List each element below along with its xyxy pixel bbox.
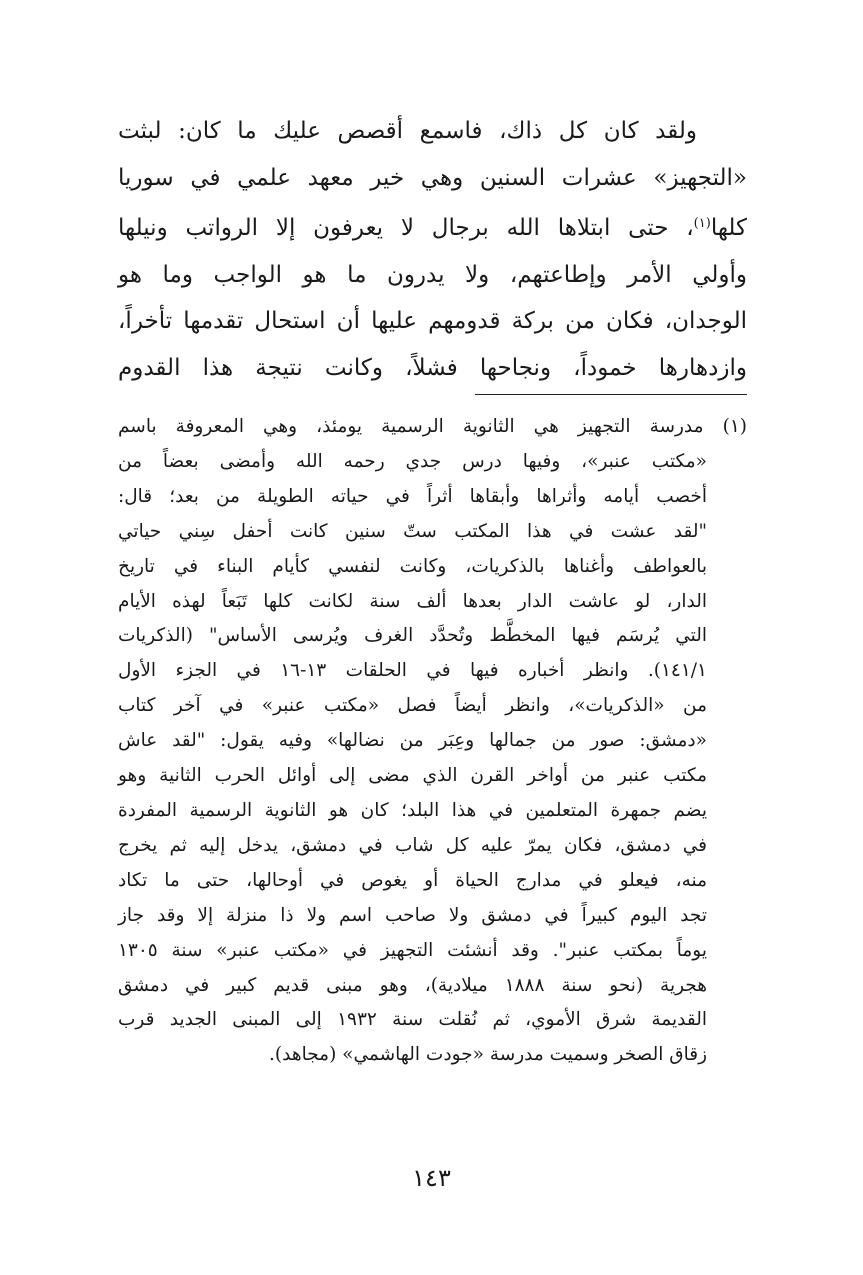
main-line: ولقد كان كل ذاك، فاسمع أقصص عليك ما كان: لبثت (118, 118, 697, 144)
footnote-line: تجد اليوم كبيراً في دمشق ولا صاحب اسم ولا ذا منزلة إلا وقد جاز (118, 904, 707, 926)
main-line: الوجدان، فكان من بركة قدومهم عليها أن استحال تقدمها تأخراً، (118, 308, 747, 334)
footnote-line: الدار، لو عاشت الدار بعدها ألف سنة لكانت كلها تَبَعاً لهذه الأيام (118, 590, 707, 612)
main-line: وازدهارها خموداً، ونجاحها فشلاً، وكانت نتيجة هذا القدوم (118, 354, 747, 381)
main-line: «التجهيز» عشرات السنين وهي خير معهد علمي في سوريا (118, 164, 747, 191)
footnote-line: التي يُرسَم فيها المخطَّط وتُحدَّد الغرف ويُرسى الأساس" (الذكريات (118, 625, 707, 647)
footnote-line: أخصب أيامه وأثراها وأبقاها أثراً في حياته الطويلة من بعد؛ قال: (118, 485, 707, 507)
footnote-divider (475, 394, 747, 395)
footnote-line: منه، فيعلو في مدارج الحياة أو يغوص في أوحالها، حتى ما تكاد (118, 869, 707, 891)
footnote-line: بالعواطف وأغناها بالذكريات، وكانت لنفسي كأيام البناء في تاريخ (118, 555, 707, 577)
main-line-start: كلها (710, 215, 747, 241)
footnote-line: في دمشق، فكان يمرّ عليه كل شاب في دمشق، يدخل إليه ثم يخرج (118, 834, 707, 856)
footnote-line (118, 410, 747, 445)
main-paragraph (118, 108, 747, 391)
main-line-rest: ، حتى ابتلاها الله برجال لا يعرفون إلا الرواتب ونيلها (118, 215, 694, 241)
footnote-line: يضم جمهرة المتعلمين في هذا البلد؛ كان هو الثانوية الرسمية المفردة (118, 799, 707, 821)
footnote-line: زقاق الصخر وسميت مدرسة «جودت الهاشمي» (مجاهد). (269, 1044, 707, 1066)
main-line (118, 201, 747, 252)
footnote-line: «دمشق: صور من جمالها وعِبَر من نضالها» وفيه يقول: "لقد عاش (118, 730, 707, 752)
footnote-line: "لقد عشت في هذا المكتب ستّ سنين كانت أحفل سِني حياتي (118, 520, 707, 542)
footnote-line: هجرية (نحو سنة ١٨٨٨ ميلادية)، وهو مبنى قديم كبير في دمشق (118, 974, 708, 996)
main-line: وأولي الأمر وإطاعتهم، ولا يدرون ما هو الواجب وما هو (118, 261, 747, 288)
page-number: ١٤٣ (412, 1164, 451, 1192)
footnote-number: (١) (722, 416, 747, 437)
footnote-line: «مكتب عنبر»، وفيها درس جدي رحمه الله وأمضى بعضاً من (118, 450, 707, 472)
footnote-line: مكتب عنبر من أواخر القرن الذي مضى إلى أوائل الحرب الثانية وهو (118, 765, 707, 787)
footnote-line: القديمة شرق الأموي، ثم نُقلت سنة ١٩٣٢ إلى المبنى الجديد قرب (118, 1009, 708, 1031)
footnote-text: مدرسة التجهيز هي الثانوية الرسمية يومئذ، وهي المعروفة باسم (118, 416, 704, 437)
footnote-line: ١٤١/١). وانظر أخباره فيها في الحلقات ١٣-١٦ في الجزء الأول (118, 660, 707, 682)
footnote (118, 410, 747, 1073)
footnote-line: من «الذكريات»، وانظر أيضاً فصل «مكتب عنبر» في آخر كتاب (118, 695, 707, 717)
footnote-line: يوماً بمكتب عنبر". وقد أنشئت التجهيز في «مكتب عنبر» سنة ١٣٠٥ (118, 939, 707, 961)
footnote-reference: (١) (693, 216, 711, 231)
